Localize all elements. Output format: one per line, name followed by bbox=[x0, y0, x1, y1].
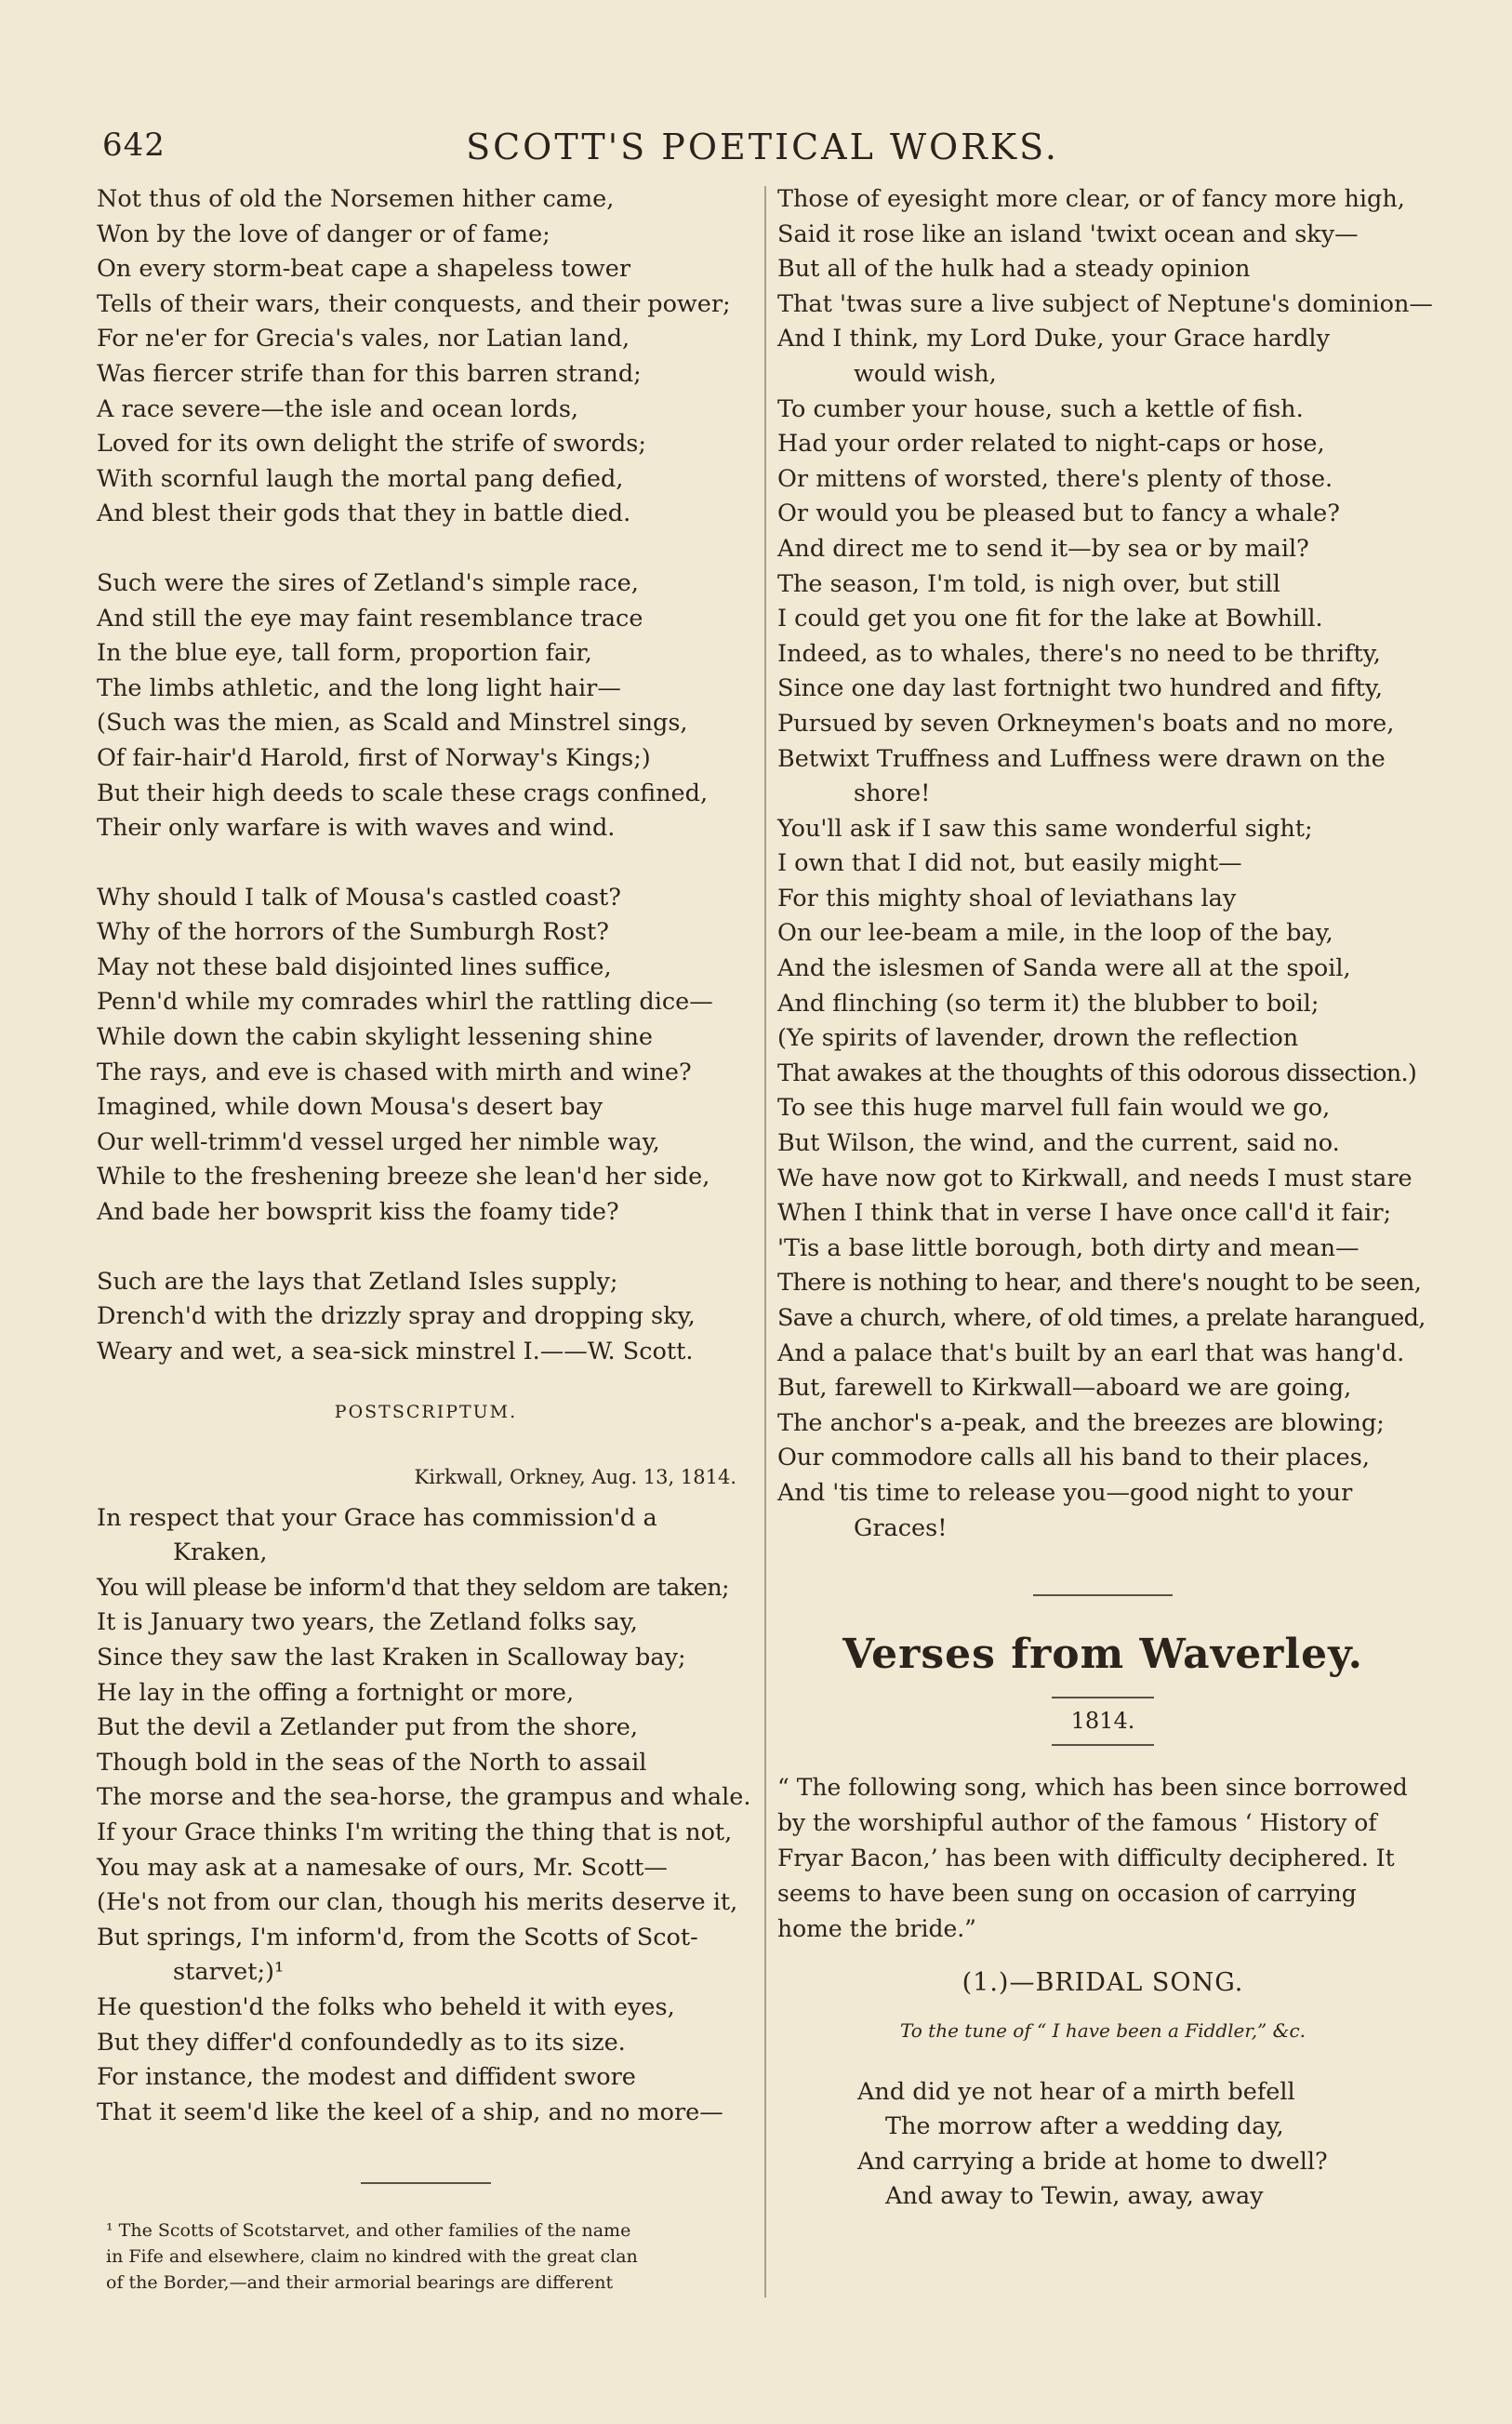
verse-line: The morse and the sea-horse, the grampus and whale. bbox=[97, 1783, 751, 1812]
verse-line: The season, I'm told, is nigh over, but still bbox=[777, 569, 1280, 598]
verse-line: And I think, my Lord Duke, your Grace hardly bbox=[777, 325, 1330, 353]
verse-line: Loved for its own delight the strife of swords; bbox=[97, 430, 646, 459]
tune-note: To the tune of “ I have been a Fiddler,” &c. bbox=[900, 2018, 1306, 2042]
right-column bbox=[777, 182, 1433, 2215]
bridal-song-verse bbox=[777, 2075, 1428, 2215]
verse-line: I own that I did not, but easily might— bbox=[777, 849, 1242, 878]
verse-line: If your Grace thinks I'm writing the thing that is not, bbox=[97, 1818, 733, 1846]
verse-line: On every storm-beat cape a shapeless tower bbox=[97, 255, 631, 284]
verse-line: Their only warfare is with waves and wind. bbox=[97, 814, 616, 843]
verse-line: Was fiercer strife than for this barren strand; bbox=[97, 359, 642, 388]
stanza-3 bbox=[97, 881, 755, 1231]
verse-line: He question'd the folks who beheld it with eyes, bbox=[97, 1992, 675, 2021]
verse-line: Such were the sires of Zetland's simple race, bbox=[97, 568, 639, 597]
verse-line: And direct me to send it—by sea or by mail? bbox=[777, 534, 1309, 563]
verse-line: would wish, bbox=[854, 359, 997, 388]
verse-line: Tells of their wars, their conquests, and their power; bbox=[97, 289, 731, 318]
verse-line: Indeed, as to whales, there's no need to be thrifty, bbox=[777, 639, 1381, 668]
verse-line: Drench'd with the drizzly spray and dropping sky, bbox=[97, 1302, 696, 1331]
intro-paragraph: “ The following song, which has been since borrowed by the worshipful author of the famous ‘ History of Fryar Bacon,’ has been with difficulty deciphered. It seems to have been sung on occasion of carrying home the bride.” bbox=[777, 1774, 1408, 1943]
verse-line: In the blue eye, tall form, proportion fair, bbox=[97, 639, 592, 668]
verse-line: And bade her bowsprit kiss the foamy tide? bbox=[97, 1198, 619, 1227]
verse-line: But their high deeds to scale these crags confined, bbox=[97, 779, 709, 807]
verse-line: But, farewell to Kirkwall—aboard we are going, bbox=[777, 1374, 1352, 1403]
verse-line: That it seem'd like the keel of a ship, and no more— bbox=[97, 2098, 723, 2126]
verse-line: And 'tis time to release you—good night to your bbox=[777, 1478, 1353, 1507]
verse-line: Or would you be pleased but to fancy a whale? bbox=[777, 499, 1340, 528]
verse-line: Imagined, while down Mousa's desert bay bbox=[97, 1093, 603, 1122]
verse-line: Our commodore calls all his band to their places, bbox=[777, 1444, 1370, 1472]
verse-line: shore! bbox=[854, 779, 931, 808]
footnote-line: of the Border,—and their armorial bearings are different bbox=[106, 2272, 614, 2294]
verse-line: I could get you one fit for the lake at Bowhill. bbox=[777, 605, 1323, 633]
verse-line: The anchor's a-peak, and the breezes are blowing; bbox=[777, 1408, 1385, 1437]
verse-line: The limbs athletic, and the long light hair— bbox=[97, 673, 621, 702]
verse-line: (Such was the mien, as Scald and Minstrel sings, bbox=[97, 709, 688, 738]
verse-line: Since one day last fortnight two hundred and fifty, bbox=[777, 674, 1383, 703]
verse-line: You will please be inform'd that they seldom are taken; bbox=[97, 1573, 730, 1602]
verse-line: And carrying a bride at home to dwell? bbox=[857, 2147, 1328, 2176]
verse-line: Weary and wet, a sea-sick minstrel I.——W. Scott. bbox=[97, 1337, 694, 1365]
verse-line: For instance, the modest and diffident swore bbox=[97, 2063, 636, 2092]
page-number: 642 bbox=[102, 127, 166, 164]
section-rule bbox=[1033, 1594, 1173, 1596]
song-heading: (1.)—BRIDAL SONG. bbox=[962, 1968, 1244, 1998]
verse-line: In respect that your Grace has commission'd a bbox=[97, 1503, 657, 1532]
verse-line: Such are the lays that Zetland Isles supply; bbox=[97, 1267, 618, 1296]
verse-line: Not thus of old the Norsemen hither came, bbox=[97, 185, 615, 213]
verse-line: That 'twas sure a live subject of Neptune's dominion— bbox=[777, 289, 1433, 318]
verse-line: Why should I talk of Mousa's castled coast? bbox=[97, 883, 621, 912]
verse-line: The morrow after a wedding day, bbox=[885, 2112, 1284, 2141]
verse-line: The rays, and eve is chased with mirth and wine? bbox=[97, 1058, 692, 1086]
left-column bbox=[97, 182, 755, 2296]
verse-line: Betwixt Truffness and Luffness were drawn on the bbox=[777, 744, 1386, 773]
verse-line: You may ask at a namesake of ours, Mr. Scott— bbox=[97, 1853, 668, 1882]
verse-line: But the devil a Zetlander put from the shore, bbox=[97, 1713, 638, 1742]
verse-line: And a palace that's built by an earl that was hang'd. bbox=[777, 1339, 1405, 1367]
verse-line: While down the cabin skylight lessening shine bbox=[97, 1023, 654, 1052]
postscript-lines bbox=[97, 1501, 755, 2131]
verse-line: Those of eyesight more clear, or of fancy more high, bbox=[777, 185, 1405, 213]
verse-line: But they differ'd confoundedly as to its size. bbox=[97, 2028, 626, 2057]
verse-line: We have now got to Kirkwall, and needs I must stare bbox=[777, 1164, 1413, 1192]
verse-line: And blest their gods that they in battle died. bbox=[97, 499, 631, 528]
verse-line: Of fair-hair'd Harold, first of Norway's Kings;) bbox=[97, 743, 651, 772]
footnote bbox=[97, 2218, 755, 2296]
verse-line: Since they saw the last Kraken in Scalloway bay; bbox=[97, 1643, 686, 1671]
verse-line: And still the eye may faint resemblance trace bbox=[97, 604, 643, 633]
verse-line: Won by the love of danger or of fame; bbox=[97, 220, 550, 248]
postscript-title: POSTSCRIPTUM. bbox=[334, 1402, 518, 1423]
verse-line: You'll ask if I saw this same wonderful sight; bbox=[777, 814, 1313, 843]
verse-line: May not these bald disjointed lines suffice, bbox=[97, 952, 612, 981]
footnote-line: ¹ The Scotts of Scotstarvet, and other families of the name bbox=[106, 2220, 631, 2242]
postscript-continued bbox=[777, 182, 1433, 1546]
footnote-line: in Fife and elsewhere, claim no kindred with the great clan bbox=[106, 2246, 638, 2268]
verse-line: To cumber your house, such a kettle of fish. bbox=[777, 394, 1304, 423]
verse-line: And flinching (so term it) the blubber to boil; bbox=[777, 989, 1320, 1018]
verse-line: But Wilson, the wind, and the current, said no. bbox=[777, 1129, 1340, 1158]
footnote-rule bbox=[361, 2182, 491, 2184]
verse-line: Said it rose like an island 'twixt ocean and sky— bbox=[777, 220, 1359, 248]
verse-line: Our well-trimm'd vessel urged her nimble way, bbox=[97, 1127, 660, 1156]
verse-line: Or mittens of worsted, there's plenty of those. bbox=[777, 464, 1333, 493]
verse-line: With scornful laugh the mortal pang defied, bbox=[97, 464, 624, 493]
verse-line: 'Tis a base little borough, both dirty and mean— bbox=[777, 1233, 1359, 1262]
verse-line: For this mighty shoal of leviathans lay bbox=[777, 884, 1237, 912]
stanza-2 bbox=[97, 566, 755, 846]
verse-line: To see this huge marvel full fain would we go, bbox=[777, 1094, 1331, 1123]
verse-line: (He's not from our clan, though his merits deserve it, bbox=[97, 1888, 738, 1917]
stanza-1 bbox=[97, 182, 755, 532]
year-rule-top bbox=[1052, 1697, 1154, 1698]
verse-line: Save a church, where, of old times, a prelate harangued, bbox=[777, 1304, 1426, 1332]
verse-line: (Ye spirits of lavender, drown the reflection bbox=[777, 1024, 1299, 1053]
year-rule-bottom bbox=[1052, 1744, 1154, 1746]
verse-line: On our lee-beam a mile, in the loop of the bay, bbox=[777, 919, 1333, 948]
verse-line: But springs, I'm inform'd, from the Scotts of Scot- bbox=[97, 1923, 698, 1951]
stanza-4 bbox=[97, 1265, 755, 1370]
verse-line: Graces! bbox=[854, 1513, 948, 1542]
verse-line: Though bold in the seas of the North to assail bbox=[97, 1748, 647, 1777]
verse-line: But all of the hulk had a steady opinion bbox=[777, 255, 1251, 284]
verse-line: Pursued by seven Orkneymen's boats and no more, bbox=[777, 709, 1395, 738]
verse-line: There is nothing to hear, and there's nought to be seen, bbox=[777, 1269, 1422, 1298]
verse-line: And did ye not hear of a mirth befell bbox=[857, 2077, 1295, 2106]
section-year: 1814. bbox=[1070, 1707, 1135, 1734]
verse-line: When I think that in verse I have once call'd it fair; bbox=[777, 1199, 1392, 1228]
verse-line: He lay in the offing a fortnight or more, bbox=[97, 1678, 575, 1707]
verse-line: Penn'd while my comrades whirl the rattling dice— bbox=[97, 988, 713, 1017]
verse-line: While to the freshening breeze she lean'd her side, bbox=[97, 1163, 710, 1192]
verse-line: It is January two years, the Zetland folks say, bbox=[97, 1608, 638, 1637]
verse-line: Had your order related to night-caps or hose, bbox=[777, 430, 1325, 459]
verse-line: Why of the horrors of the Sumburgh Rost? bbox=[97, 918, 609, 947]
column-divider bbox=[764, 186, 766, 2297]
verse-line: starvet;)¹ bbox=[173, 1958, 285, 1987]
verse-line: A race severe—the isle and ocean lords, bbox=[97, 394, 579, 423]
running-title: SCOTT'S POETICAL WORKS. bbox=[466, 127, 1059, 167]
verse-line: For ne'er for Grecia's vales, nor Latian land, bbox=[97, 325, 630, 353]
verse-line: Kraken, bbox=[173, 1538, 268, 1567]
verse-line: And the islesmen of Sanda were all at the spoil, bbox=[777, 954, 1351, 983]
verse-line: That awakes at the thoughts of this odorous dissection.) bbox=[777, 1059, 1417, 1087]
section-title: Verses from Waverley. bbox=[842, 1631, 1363, 1679]
verse-line: And away to Tewin, away, away bbox=[885, 2182, 1264, 2211]
postscript-dateline: Kirkwall, Orkney, Aug. 13, 1814. bbox=[414, 1466, 736, 1488]
page-header bbox=[93, 127, 1432, 182]
